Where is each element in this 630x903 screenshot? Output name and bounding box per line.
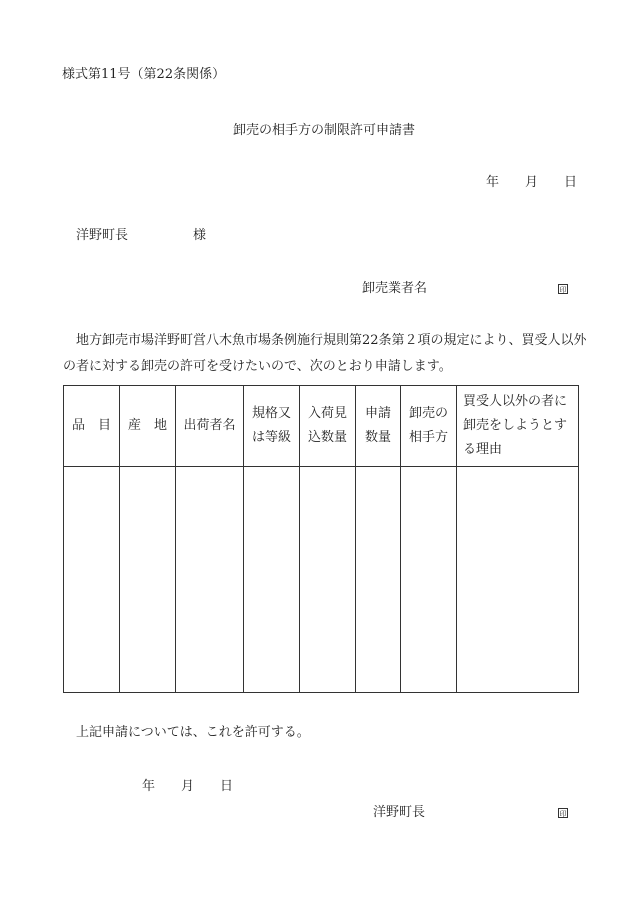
body-text-line-2: の者に対する卸売の許可を受けたいので、次のとおり申請します。 bbox=[63, 359, 452, 374]
header-requested-quantity: 申請 数量 bbox=[356, 386, 401, 467]
header-counterparty: 卸売の 相手方 bbox=[401, 386, 457, 467]
form-number: 様式第11号（第22条関係） bbox=[62, 67, 226, 82]
header-expected-quantity: 入荷見 込数量 bbox=[300, 386, 356, 467]
addressee: 洋野町長 様 bbox=[76, 228, 207, 243]
application-table bbox=[63, 385, 579, 693]
seal-mark-applicant: 印 bbox=[559, 286, 567, 294]
header-origin: 産 地 bbox=[120, 386, 176, 467]
cell-expected-quantity[interactable] bbox=[300, 467, 356, 693]
approval-text: 上記申請については、これを許可する。 bbox=[76, 725, 310, 740]
cell-requested-quantity[interactable] bbox=[356, 467, 401, 693]
header-item: 品 目 bbox=[64, 386, 120, 467]
body-text-line-1: 地方卸売市場洋野町営八木魚市場条例施行規則第22条第２項の規定により、買受人以外 bbox=[76, 333, 587, 348]
document-title: 卸売の相手方の制限許可申請書 bbox=[233, 123, 416, 138]
cell-shipper-name[interactable] bbox=[176, 467, 244, 693]
cell-origin[interactable] bbox=[120, 467, 176, 693]
table-row bbox=[64, 467, 579, 693]
seal-mark-mayor: 印 bbox=[559, 810, 567, 818]
applicant-label: 卸売業者名 bbox=[362, 281, 428, 296]
date-top: 年 月 日 bbox=[486, 175, 578, 190]
cell-grade[interactable] bbox=[244, 467, 300, 693]
cell-item[interactable] bbox=[64, 467, 120, 693]
date-bottom: 年 月 日 bbox=[142, 779, 234, 794]
header-grade: 規格又 は等級 bbox=[244, 386, 300, 467]
header-shipper-name: 出荷者名 bbox=[176, 386, 244, 467]
cell-reason[interactable] bbox=[457, 467, 579, 693]
header-reason: 買受人以外の者に 卸売をしようとす る理由 bbox=[457, 386, 579, 467]
cell-counterparty[interactable] bbox=[401, 467, 457, 693]
table-header-row bbox=[64, 386, 579, 467]
mayor-label: 洋野町長 bbox=[373, 805, 426, 820]
